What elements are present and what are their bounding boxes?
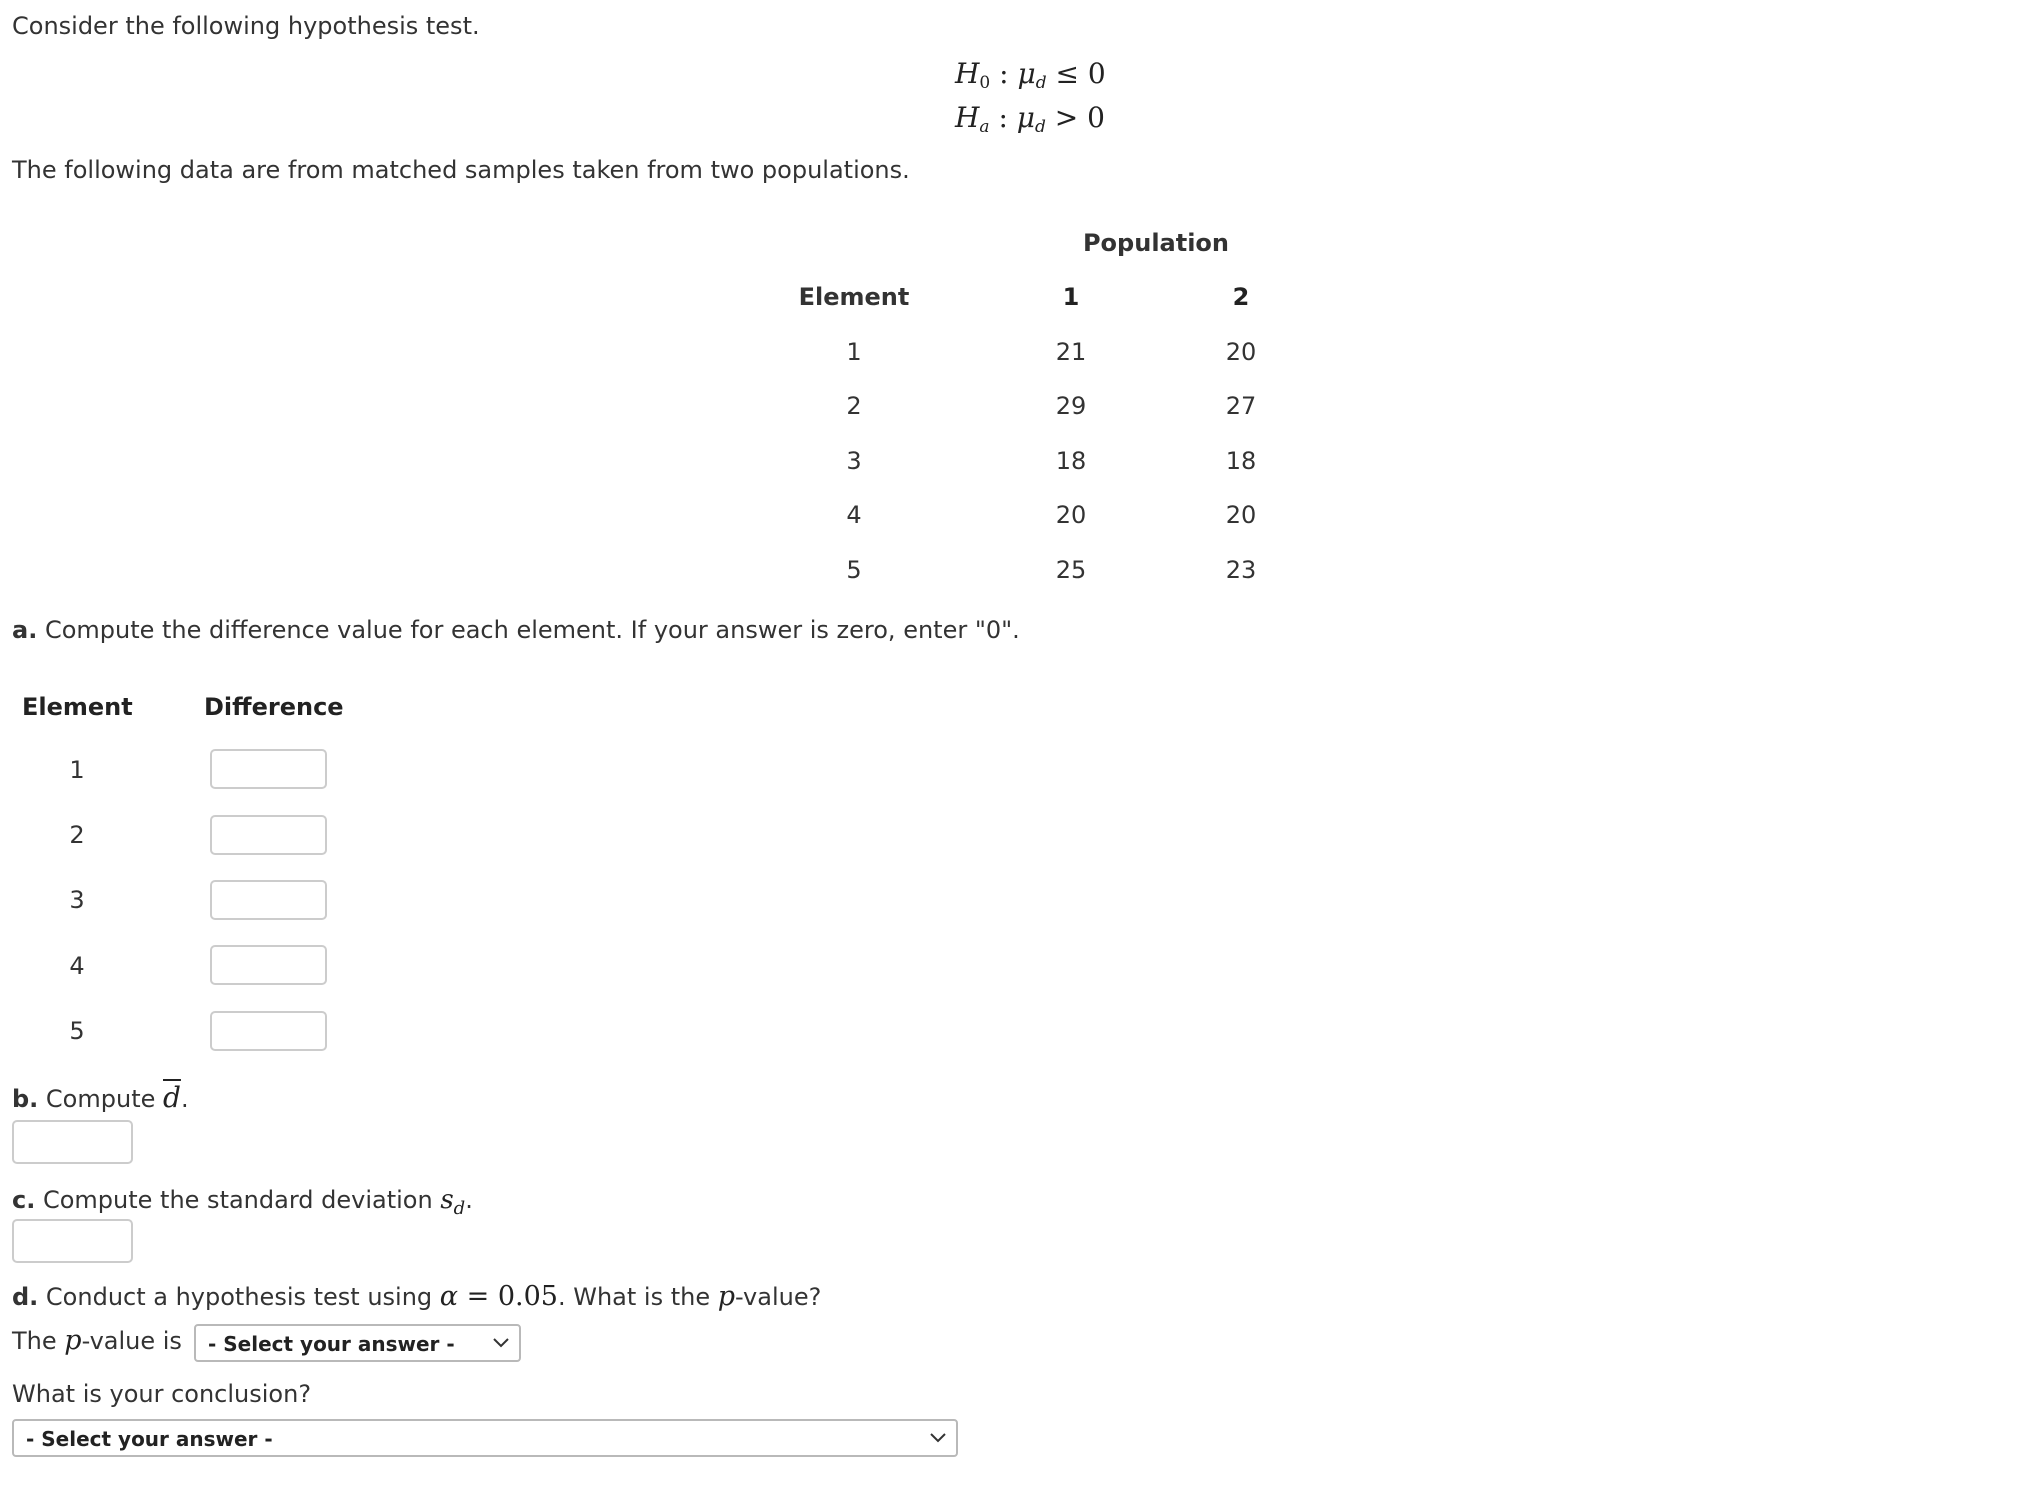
d-bar-input[interactable] <box>12 1120 133 1164</box>
table-row-element: 3 <box>846 447 862 475</box>
pvalue-select-value: - Select your answer - <box>208 1332 455 1356</box>
pvalue-select[interactable] <box>194 1324 521 1362</box>
element-header: Element <box>798 283 910 311</box>
table-row-pop1: 18 <box>1055 447 1087 475</box>
difference-input-4[interactable] <box>210 945 327 985</box>
intro-text: Consider the following hypothesis test. <box>12 12 480 40</box>
null-hypothesis: $H_0$ : $\mu_d \le 0$ <box>955 57 1106 93</box>
part-c-question: c. Compute the standard deviation $s_d$. <box>12 1185 473 1219</box>
difference-row-label: 3 <box>69 886 85 914</box>
table-row-element: 4 <box>846 501 862 529</box>
difference-row-label: 4 <box>69 952 85 980</box>
part-b-question: b. Compute $\overline{d}$. <box>12 1081 189 1114</box>
conclusion-select[interactable] <box>12 1419 958 1457</box>
difference-table-element-header: Element <box>22 693 133 721</box>
table-row-pop2: 18 <box>1225 447 1257 475</box>
conclusion-question: What is your conclusion? <box>12 1380 312 1408</box>
chevron-down-icon <box>491 1333 511 1353</box>
table-row-pop2: 27 <box>1225 392 1257 420</box>
table-row-pop1: 29 <box>1055 392 1087 420</box>
table-row-element: 1 <box>846 338 862 366</box>
part-a-question: a. Compute the difference value for each element. If your answer is zero, enter "0". <box>12 616 1020 644</box>
difference-table-difference-header: Difference <box>204 693 344 721</box>
pvalue-label: The p-value is <box>12 1325 182 1356</box>
d-bar-symbol: $\overline{d}$ <box>163 1081 181 1114</box>
population-2-header: 2 <box>1232 283 1250 311</box>
conclusion-select-value: - Select your answer - <box>26 1427 273 1451</box>
population-1-header: 1 <box>1062 283 1080 311</box>
alternative-hypothesis: $H_a$ : $\mu_d > 0$ <box>955 101 1105 137</box>
difference-input-5[interactable] <box>210 1011 327 1051</box>
table-row-element: 2 <box>846 392 862 420</box>
difference-input-3[interactable] <box>210 880 327 920</box>
chevron-down-icon <box>928 1428 948 1448</box>
data-intro-text: The following data are from matched samples taken from two populations. <box>12 156 910 184</box>
difference-input-1[interactable] <box>210 749 327 789</box>
difference-row-label: 2 <box>69 821 85 849</box>
difference-input-2[interactable] <box>210 815 327 855</box>
population-header: Population <box>1082 229 1230 257</box>
table-row-element: 5 <box>846 556 862 584</box>
table-row-pop2: 20 <box>1225 338 1257 366</box>
table-row-pop2: 20 <box>1225 501 1257 529</box>
table-row-pop1: 21 <box>1055 338 1087 366</box>
difference-row-label: 5 <box>69 1017 85 1045</box>
std-dev-input[interactable] <box>12 1219 133 1263</box>
part-d-question: d. Conduct a hypothesis test using α = 0.05. What is the p-value? <box>12 1281 822 1312</box>
table-row-pop2: 23 <box>1225 556 1257 584</box>
table-row-pop1: 20 <box>1055 501 1087 529</box>
difference-row-label: 1 <box>69 756 85 784</box>
table-row-pop1: 25 <box>1055 556 1087 584</box>
